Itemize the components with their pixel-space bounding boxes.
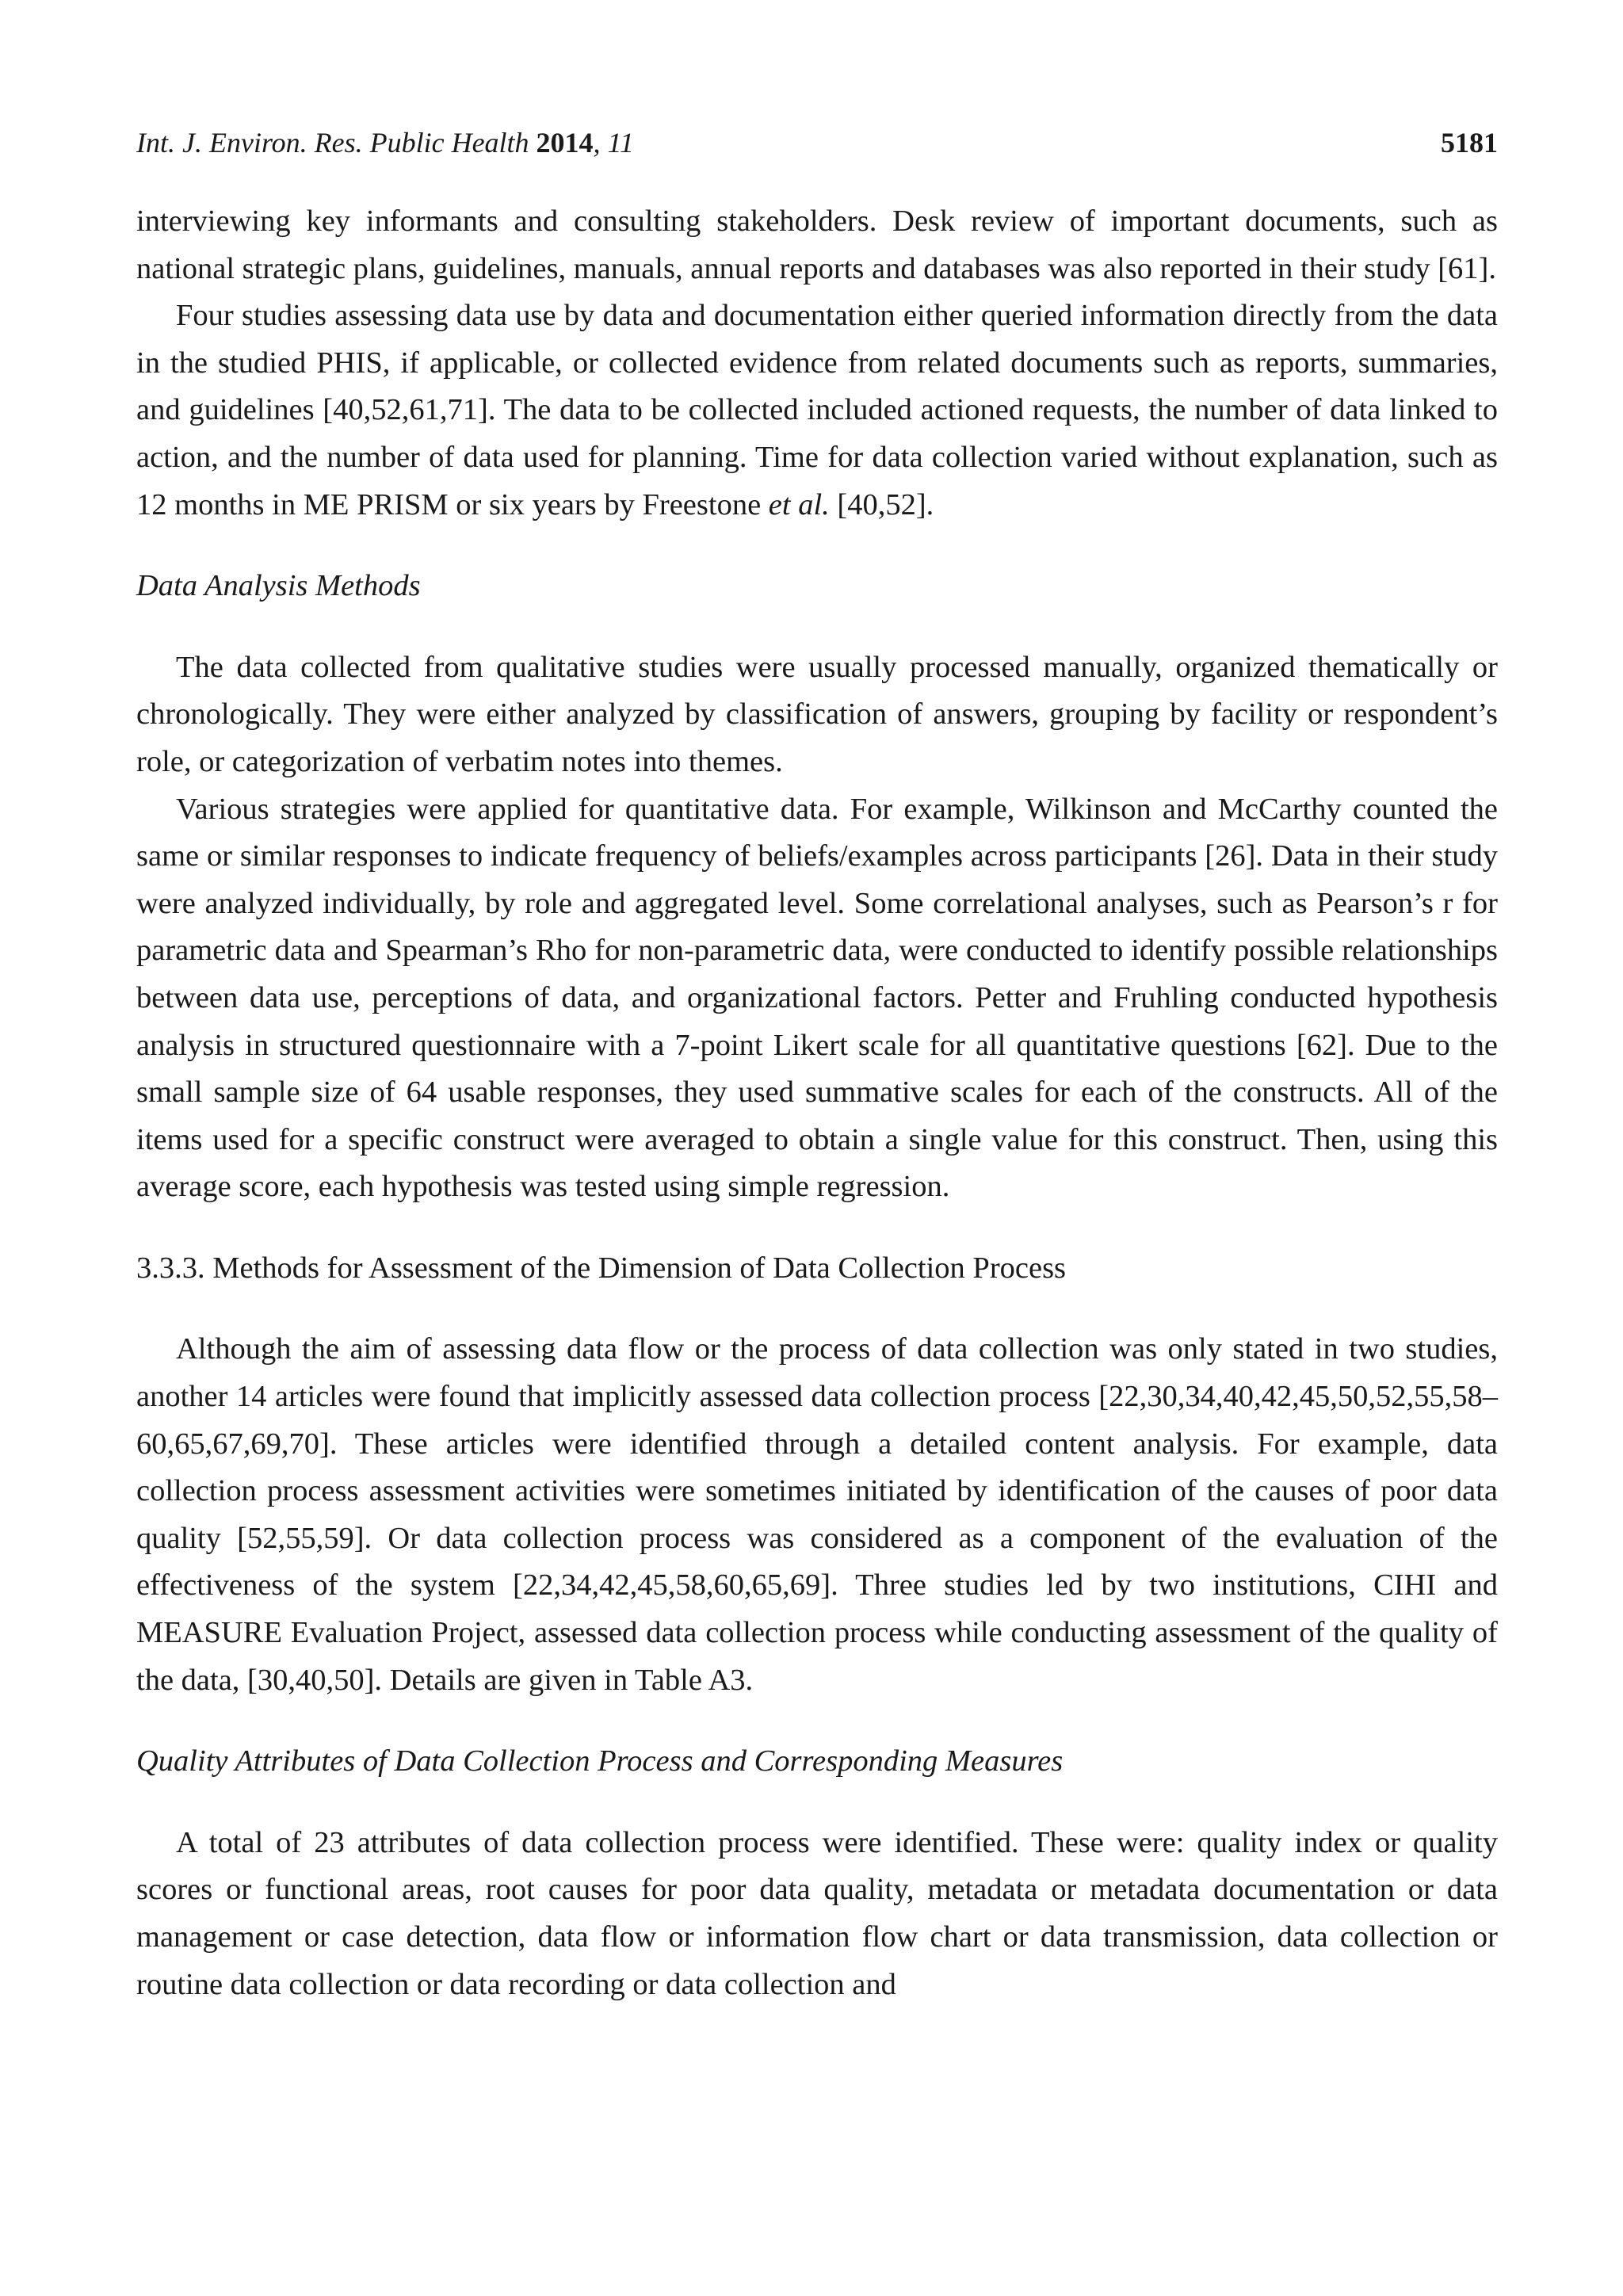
section-spacer [136,610,1498,644]
paragraph-data-collection-process: Although the aim of assessing data flow or the process of data collection was only stated in two studies, another 14 articles were found that implicitly assessed data collection process [22,30,34,40,42,45,50,52,55,58–60,65,67,69,70]. These articles were identified through a detailed content analysis. For example, data collection process assessment activities were sometimes initiated by identification of the causes of poor data quality [52,55,59]. Or data collection process was considered as a component of the evaluation of the effectiveness of the system [22,34,42,45,58,60,65,69]. Three studies led by two institutions, CIHI and MEASURE Evaluation Project, assessed data collection process while conducting assessment of the quality of the data, [30,40,50]. Details are given in Table A3. [136,1332,1498,1697]
section-spacer [136,1292,1498,1326]
section-spacer [136,1786,1498,1820]
heading-quality-attributes: Quality Attributes of Data Collection Process and Corresponding Measures [136,1744,1064,1778]
paragraph-attributes-list: A total of 23 attributes of data collection process were identified. These were: quality index or quality scores or functional areas, root causes for poor data quality, metadata or metadata documentation or data management or case detection, data flow or information flow chart or data transmission, data collection or routine data collection or data recording or data collection and [136,1825,1498,2001]
running-header [136,119,1498,166]
et-al: et al. [768,487,830,521]
journal-name: Int. J. Environ. Res. Public Health [136,127,537,159]
section-spacer [136,529,1498,563]
heading-data-analysis-methods: Data Analysis Methods [136,569,421,603]
heading-section-3-3-3: 3.3.3. Methods for Assessment of the Dimension of Data Collection Process [136,1251,1067,1285]
journal-citation [136,119,634,166]
header-spacer [136,166,1498,198]
paragraph-quantitative-analysis: Various strategies were applied for quantitative data. For example, Wilkinson and McCarthy counted the same or similar responses to indicate frequency of beliefs/examples across participants [26]. Data in their study were analyzed individually, by role and aggregated level. Some correlational analyses, such as Pearson’s r for parametric data and Spearman’s Rho for non-parametric data, were conducted to identify possible relationships between data use, perceptions of data, and organizational factors. Petter and Fruhling conducted hypothesis analysis in structured questionnaire with a 7-point Likert scale for all quantitative questions [62]. Due to the small sample size of 64 usable responses, they used summative scales for each of the constructs. All of the items used for a specific construct were averaged to obtain a single value for this construct. Then, using this average score, each hypothesis was tested using simple regression. [136,792,1498,1204]
paragraph-data-use [136,292,1498,529]
page [136,119,1498,2008]
section-spacer [136,1704,1498,1738]
section-spacer [136,1211,1498,1245]
page-number: 5181 [1441,127,1498,159]
paragraph-data-use-text: Four studies assessing data use by data and documentation either queried information directly from the data in the studied PHIS, if applicable, or collected evidence from related documents such as reports, summaries, and guidelines [40,52,61,71]. The data to be collected included actioned requests, the number of data linked to action, and the number of data used for planning. Time for data collection varied without explanation, such as 12 months in ME PRISM or six years by Freestone [136,299,1498,521]
paragraph-continued: interviewing key informants and consulting stakeholders. Desk review of important documents, such as national strategic plans, guidelines, manuals, annual reports and databases was also reported in their study [61]. [136,204,1498,285]
journal-volume: 11 [607,127,634,159]
journal-volume-separator: , [593,127,608,159]
paragraph-qualitative-analysis: The data collected from qualitative studies were usually processed manually, organized thematically or chronologically. They were either analyzed by classification of answers, grouping by facility or respondent’s role, or categorization of verbatim notes into themes. [136,650,1498,778]
journal-year: 2014 [536,127,594,159]
paragraph-data-use-end: [40,52]. [829,487,934,521]
